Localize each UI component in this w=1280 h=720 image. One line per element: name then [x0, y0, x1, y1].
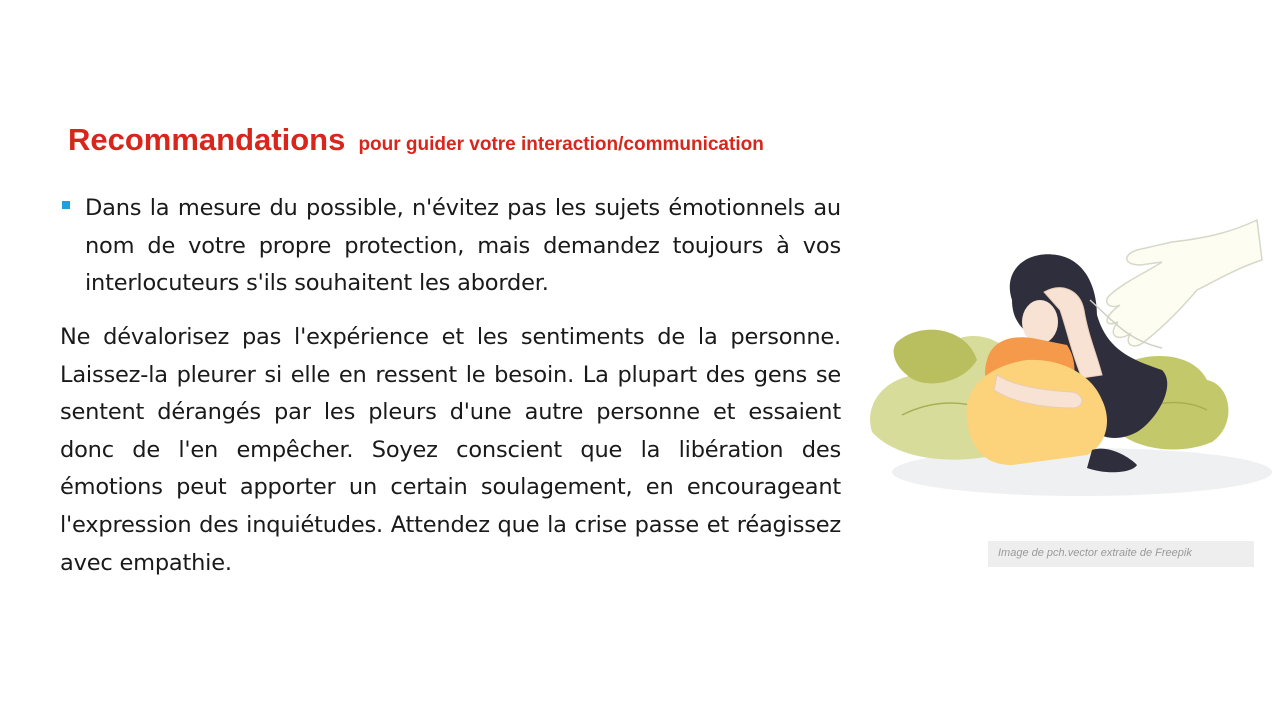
slide-subtitle: pour guider votre interaction/communication [358, 134, 764, 155]
sad-woman-illustration [862, 210, 1272, 510]
bullet-item [60, 190, 841, 303]
slide-title: Recommandations [68, 122, 346, 157]
bullet-text: Dans la mesure du possible, n'évitez pas les sujets émotionnels au nom de votre propre protection, mais demandez toujours à vos interlocuteurs s'ils souhaitent les aborder. [85, 195, 841, 296]
slide-heading [68, 122, 764, 158]
square-bullet-icon [62, 201, 70, 209]
image-credit [988, 541, 1254, 567]
image-credit-text: Image de pch.vector extraite de Freepik [998, 547, 1192, 559]
body-paragraph: Ne dévalorisez pas l'expérience et les sentiments de la personne. Laissez-la pleurer si elle en ressent le besoin. La plupart des gens se sentent dérangés par les pleurs d'une autre personne et essaient donc de l'en empêcher. Soyez conscient que la libération des émotions peut apporter un certain soulagement, en encourageant l'expression des inquiétudes. Attendez que la crise passe et réagissez avec empathie. [60, 324, 841, 576]
helping-hand [1107, 220, 1262, 346]
face [1022, 300, 1058, 344]
